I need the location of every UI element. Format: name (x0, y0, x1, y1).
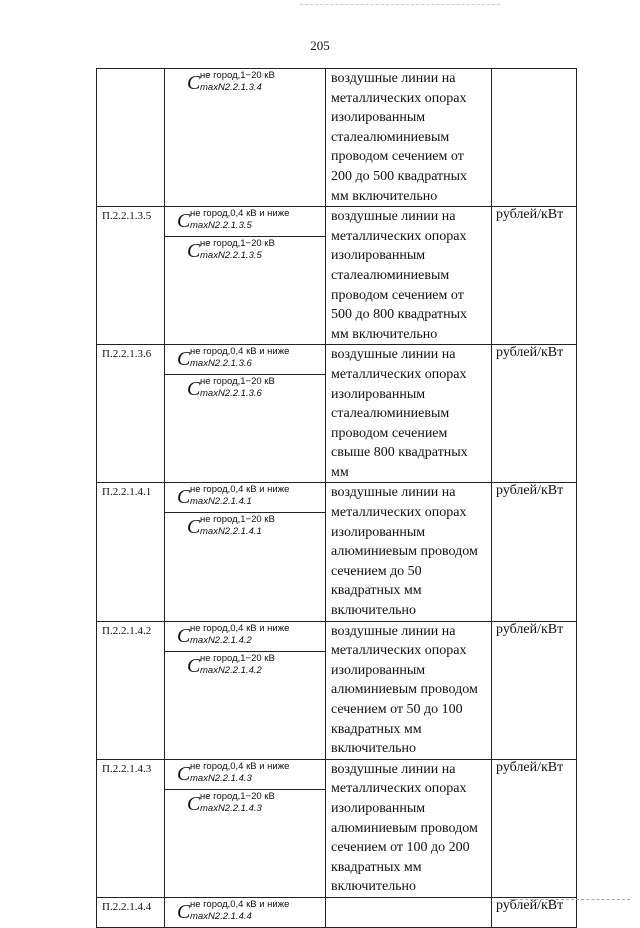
rate-symbol-letter: C (177, 624, 191, 647)
page-number: 205 (310, 38, 330, 53)
line-description: воздушные линии на металлических опорах изолированным сталеалюминиевым проводом сечением свыше 800 квадратных мм (326, 345, 492, 483)
rate-symbol-subscript: maxN2.2.1.4.1 (190, 496, 252, 508)
rate-symbol-subscript: maxN2.2.1.4.3 (190, 772, 252, 784)
table-row (97, 483, 577, 621)
unit-of-measure (492, 69, 577, 207)
unit-of-measure: рублей/кВт (492, 207, 577, 345)
rate-symbol (165, 483, 325, 512)
line-description: воздушные линии на металлических опорах изолированным алюминиевым проводом сечением до 50 квадратных мм включительно (326, 483, 492, 621)
line-description (326, 897, 492, 927)
line-description: воздушные линии на металлических опорах изолированным алюминиевым проводом сечением от 100 до 200 квадратных мм включительно (326, 759, 492, 897)
rate-symbol-superscript: не город,1−20 кВ (200, 376, 275, 388)
rate-symbol-letter: C (187, 72, 201, 94)
rate-symbol (165, 622, 325, 651)
line-description: воздушные линии на металлических опорах изолированным сталеалюминиевым проводом сечением от 200 до 500 квадратных мм включительно (326, 69, 492, 207)
rate-symbol-letter: C (187, 240, 201, 263)
rate-symbol-subscript: maxN2.2.1.4.2 (200, 664, 262, 676)
line-description: воздушные линии на металлических опорах изолированным алюминиевым проводом сечением от 50 до 100 квадратных мм включительно (326, 621, 492, 759)
rate-symbol-superscript: не город,0,4 кВ и ниже (190, 898, 290, 910)
rate-symbol (165, 345, 325, 374)
rate-symbol-cell (165, 621, 326, 759)
rate-symbol-subscript: maxN2.2.1.4.4 (190, 910, 252, 922)
table-row (97, 69, 577, 207)
rate-symbol-subscript: maxN2.2.1.4.3 (200, 802, 262, 814)
table-row (97, 207, 577, 345)
rate-symbol-letter: C (187, 516, 201, 539)
item-code: П.2.2.1.4.3 (97, 759, 165, 897)
rate-symbol (165, 236, 325, 266)
rate-symbol-letter: C (187, 378, 201, 401)
rate-symbol-letter: C (177, 762, 191, 785)
unit-of-measure: рублей/кВт (492, 759, 577, 897)
tariff-table (96, 68, 577, 928)
scan-edge-mark (510, 899, 630, 900)
table-row (97, 897, 577, 927)
unit-of-measure: рублей/кВт (492, 621, 577, 759)
rate-symbol-subscript: maxN2.2.1.3.5 (190, 220, 252, 232)
rate-symbol-superscript: не город,1−20 кВ (200, 652, 275, 664)
rate-symbol-cell (165, 345, 326, 483)
item-code: П.2.2.1.3.6 (97, 345, 165, 483)
rate-symbol (165, 760, 325, 789)
rate-symbol-cell (165, 759, 326, 897)
rate-symbol-superscript: не город,1−20 кВ (200, 790, 275, 802)
table-row (97, 345, 577, 483)
unit-of-measure: рублей/кВт (492, 345, 577, 483)
rate-symbol-subscript: maxN2.2.1.4.2 (190, 634, 252, 646)
table-row (97, 621, 577, 759)
rate-symbol (165, 898, 325, 927)
rate-symbol-superscript: не город,0,4 кВ и ниже (190, 484, 290, 496)
rate-symbol-subscript: maxN2.2.1.4.1 (200, 526, 262, 538)
item-code: П.2.2.1.4.2 (97, 621, 165, 759)
rate-symbol-cell (165, 897, 326, 927)
rate-symbol-letter: C (177, 486, 191, 509)
item-code: П.2.2.1.4.4 (97, 897, 165, 927)
rate-symbol (165, 789, 325, 819)
unit-of-measure: рублей/кВт (492, 897, 577, 927)
rate-symbol-letter: C (177, 348, 191, 371)
rate-symbol-cell (165, 207, 326, 345)
item-code (97, 69, 165, 207)
rate-symbol (165, 207, 325, 236)
rate-symbol-subscript: maxN2.2.1.3.5 (200, 250, 262, 262)
rate-symbol-superscript: не город,0,4 кВ и ниже (190, 346, 290, 358)
rate-symbol-cell (165, 483, 326, 621)
unit-of-measure: рублей/кВт (492, 483, 577, 621)
item-code: П.2.2.1.3.5 (97, 207, 165, 345)
tariff-table-body (97, 69, 577, 928)
rate-symbol-letter: C (177, 210, 191, 233)
rate-symbol-superscript: не город,0,4 кВ и ниже (190, 760, 290, 772)
rate-symbol-superscript: не город,1−20 кВ (200, 238, 275, 250)
rate-symbol-letter: C (177, 900, 191, 923)
rate-symbol-cell (165, 69, 326, 207)
scan-edge-mark (300, 4, 500, 5)
table-row (97, 759, 577, 897)
rate-symbol-letter: C (187, 792, 201, 815)
rate-symbol (165, 512, 325, 542)
rate-symbol (165, 374, 325, 404)
rate-symbol-subscript: maxN2.2.1.3.4 (200, 82, 262, 93)
rate-symbol-superscript: не город,0,4 кВ и ниже (190, 622, 290, 634)
rate-symbol-letter: C (187, 654, 201, 677)
rate-symbol-subscript: maxN2.2.1.3.6 (190, 358, 252, 370)
rate-symbol (165, 69, 325, 98)
rate-symbol-superscript: не город,1−20 кВ (200, 514, 275, 526)
rate-symbol-superscript: не город,1−20 кВ (200, 70, 275, 81)
rate-symbol (165, 651, 325, 681)
rate-symbol-superscript: не город,0,4 кВ и ниже (190, 208, 290, 220)
line-description: воздушные линии на металлических опорах изолированным сталеалюминиевым проводом сечением от 500 до 800 квадратных мм включительно (326, 207, 492, 345)
rate-symbol-subscript: maxN2.2.1.3.6 (200, 388, 262, 400)
item-code: П.2.2.1.4.1 (97, 483, 165, 621)
